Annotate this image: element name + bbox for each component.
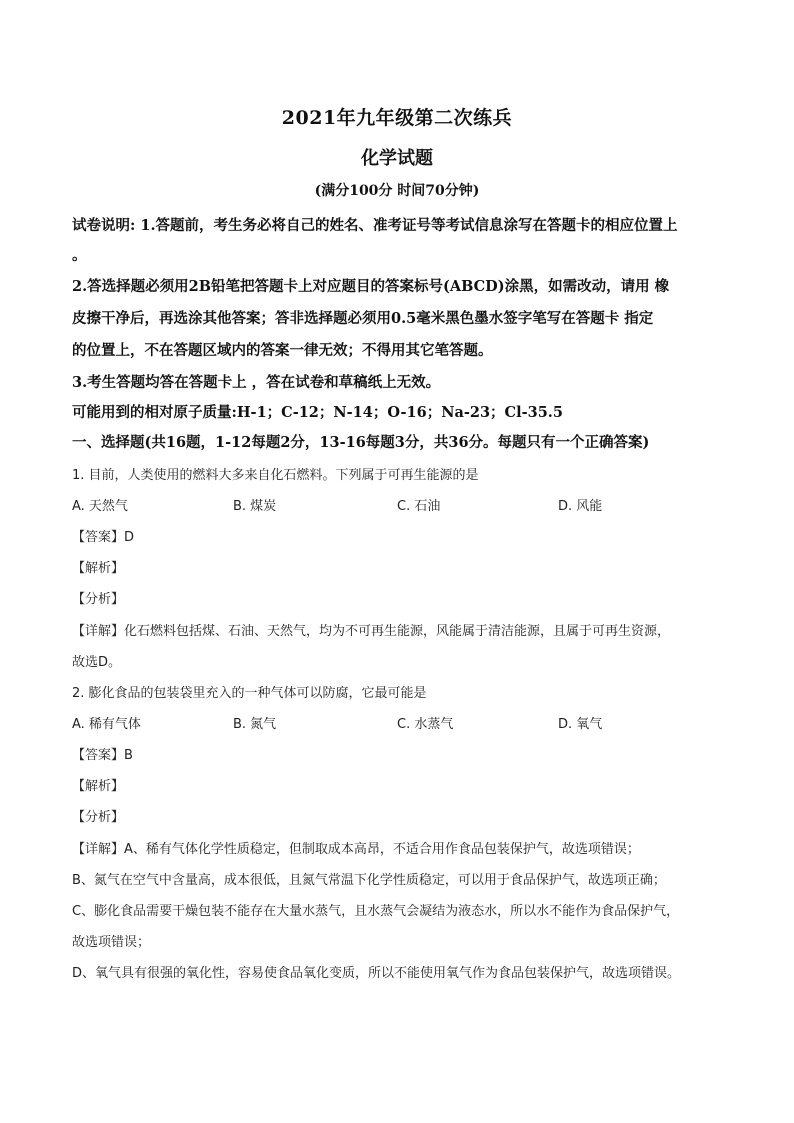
instructions-line-2: 2.答选择题必须用2B铅笔把答题卡上对应题目的答案标号(ABCD)涂黑，如需改动，请用 橡 (72, 278, 670, 295)
instructions-line-4: 的位置上，不在答题区域内的答案一律无效；不得用其它笔答题。 (72, 342, 493, 359)
question-2-analysis: 【解析】 (72, 779, 125, 794)
question-2-detail-a: 【详解】A、稀有气体化学性质稳定，但制取成本高昂，不适合用作食品包装保护气，故选项错误； (72, 842, 640, 857)
question-2-option-a: A. 稀有气体 (72, 717, 141, 732)
question-1-analysis: 【解析】 (72, 561, 125, 576)
exam-title: 2021年九年级第二次练兵 (281, 107, 513, 129)
question-2-detail-b: B、氮气在空气中含量高，成本很低，且氮气常温下化学性质稳定，可以用于食品保护气，故选项正确； (72, 873, 666, 888)
section-heading: 一、选择题(共16题，1-12每题2分，13-16每题3分，共36分。每题只有一个正确答案) (72, 434, 650, 451)
question-1-option-c: C. 石油 (397, 499, 441, 514)
question-1-fenxi: 【分析】 (72, 592, 125, 607)
question-1-detail-1: 【详解】化石燃料包括煤、石油、天然气，均为不可再生能源，风能属于清洁能源，且属于可再生资源， (72, 624, 671, 639)
question-2-option-d: D. 氧气 (558, 717, 603, 732)
subject-title: 化学试题 (361, 148, 433, 169)
question-1-answer: 【答案】D (72, 530, 135, 545)
question-1-stem: 1. 目前，人类使用的燃料大多来自化石燃料。下列属于可再生能源的是 (72, 468, 479, 483)
instructions-line-3: 皮擦干净后，再选涂其他答案；答非选择题必须用0.5毫米黑色墨水签字笔写在答题卡 指定 (72, 310, 654, 327)
question-2-option-c: C. 水蒸气 (397, 717, 454, 732)
question-1-option-d: D. 风能 (558, 499, 603, 514)
question-2-answer: 【答案】B (72, 748, 133, 763)
question-1-option-a: A. 天然气 (72, 499, 128, 514)
question-2-option-b: B. 氮气 (233, 717, 277, 732)
question-2-fenxi: 【分析】 (72, 810, 125, 825)
question-2-detail-c1: C、膨化食品需要干燥包装不能存在大量水蒸气，且水蒸气会凝结为液态水，所以水不能作为食品保护气， (72, 904, 680, 919)
question-1-option-b: B. 煤炭 (233, 499, 277, 514)
question-2-detail-c2: 故选项错误； (72, 935, 151, 950)
instructions-line-5: 3.考生答题均答在答题卡上 ，答在试卷和草稿纸上无效。 (72, 374, 441, 391)
exam-meta: (满分100分 时间70分钟) (314, 183, 480, 199)
instructions-line-1-tail: 。 (72, 247, 87, 264)
question-2-stem: 2. 膨化食品的包装袋里充入的一种气体可以防腐，它最可能是 (72, 686, 427, 701)
instructions-line-1: 试卷说明: 1.答题前，考生务必将自己的姓名、准考证号等考试信息涂写在答题卡的相应位置上 (72, 217, 678, 234)
question-2-detail-d: D、氧气具有很强的氧化性，容易使食品氧化变质，所以不能使用氧气作为食品包装保护气，故选项错误。 (72, 966, 681, 981)
atomic-mass-line: 可能用到的相对原子质量:H-1；C-12；N-14；O-16；Na-23；Cl-35.5 (72, 404, 563, 421)
question-1-detail-2: 故选D。 (72, 655, 122, 670)
